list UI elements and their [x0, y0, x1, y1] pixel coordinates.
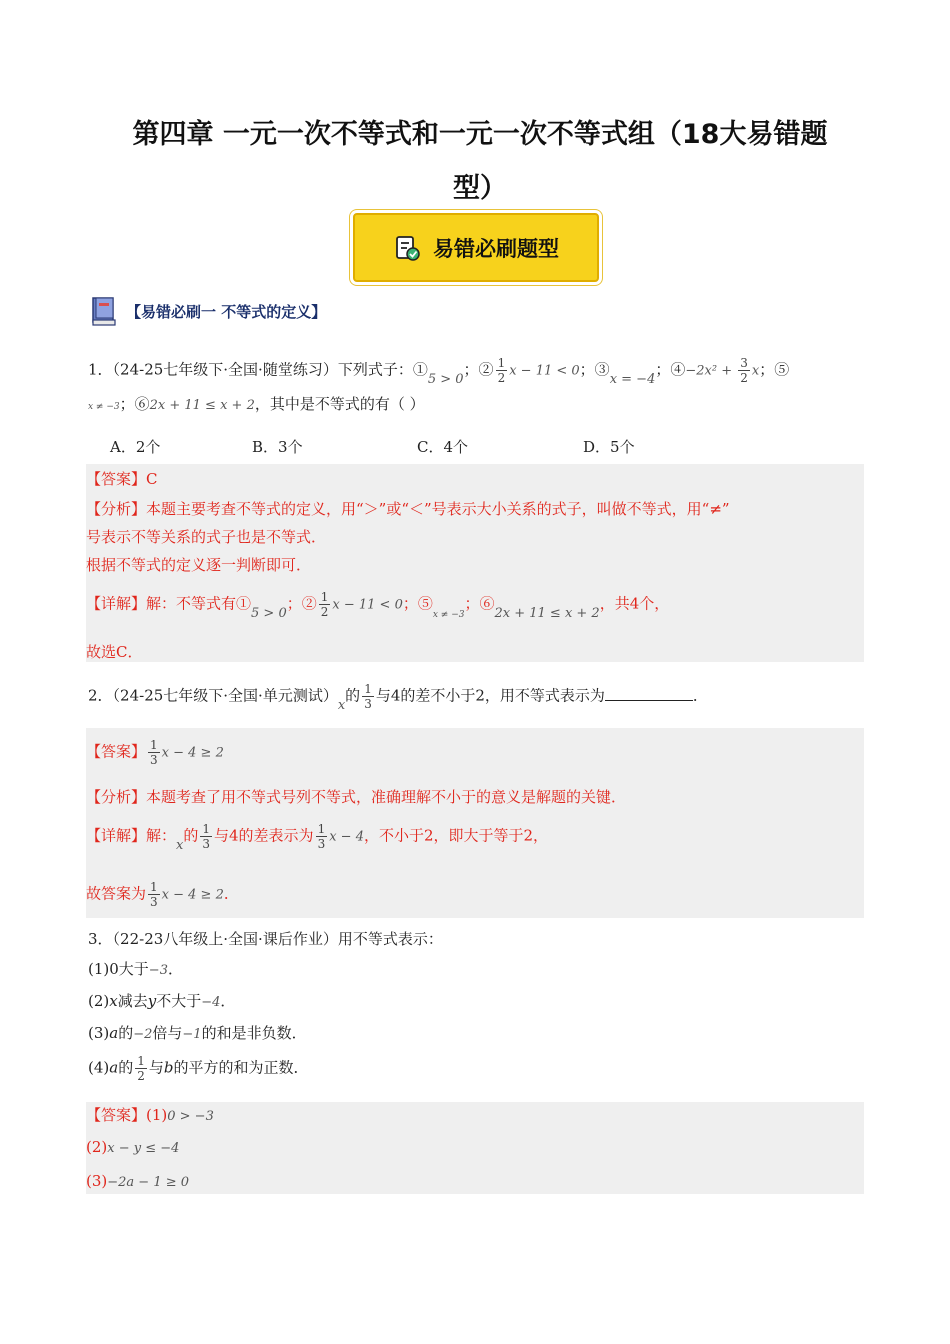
frac-den: 2: [137, 1069, 145, 1083]
var-x: x: [176, 837, 184, 853]
answer-box-3: [86, 1102, 864, 1194]
sub-text: 的: [118, 1058, 134, 1077]
book-icon: [88, 294, 120, 328]
frac-den: 3: [364, 697, 372, 711]
frac-den: 3: [150, 895, 158, 909]
expr-2: x − 11 < 0: [509, 363, 580, 379]
answer-line-2: [86, 1134, 179, 1162]
var-x: x: [337, 697, 346, 713]
detail-prefix: 【详解】解：不等式有①: [86, 594, 252, 613]
analysis-line-1: 【分析】本题主要考查不等式的定义，用“＞”或“＜”号表示大小关系的式子，叫做不等式，用“≠”: [86, 500, 730, 518]
frac-den: 2: [740, 371, 748, 385]
sub-end: ．: [167, 960, 183, 978]
fraction-half: [135, 1054, 147, 1083]
sub-text: 减去: [117, 992, 148, 1010]
circle-4: ；④: [655, 360, 686, 379]
frac-num: 3: [740, 356, 748, 370]
question-text: 与4的差不小于2，用不等式表示为: [375, 686, 605, 705]
detail-tail: ，不小于2，即大于等于2，: [363, 826, 549, 845]
detail-line: [86, 822, 548, 851]
circle-6: ；⑥: [119, 395, 150, 413]
detail-line: [86, 590, 669, 620]
analysis-line-2: 号表示不等关系的式子也是不等式．: [86, 528, 327, 546]
expr-5: x ≠ −3: [88, 402, 120, 412]
answer-line-3: [86, 1168, 189, 1196]
fraction-third: [148, 880, 160, 909]
question-end: ．: [692, 686, 708, 705]
answer-line-1: [86, 1102, 214, 1130]
detail-circle-6: ；⑥: [464, 594, 495, 613]
analysis-line-3: 根据不等式的定义逐一判断即可．: [86, 556, 312, 574]
question-number: 3．: [88, 930, 113, 948]
expr-6: 2x + 11 ≤ x + 2: [149, 398, 255, 413]
question-tail: ，其中是不等式的有（ ）: [254, 395, 425, 413]
analysis: 【分析】本题考查了用不等式号列不等式，准确理解不小于的意义是解题的关键．: [86, 788, 627, 806]
answer-expr-1: 0 > −3: [167, 1109, 214, 1124]
frac-num: 1: [320, 590, 329, 604]
detail-circle-2: ；②: [286, 594, 317, 613]
expr-4b: x: [751, 363, 760, 379]
question-3: [88, 926, 868, 1083]
answer-expr-2: x − y ≤ −4: [107, 1141, 180, 1156]
text-de: 的: [183, 826, 199, 845]
badge-label: 易错必刷题型: [433, 236, 559, 261]
page-title: [100, 108, 860, 216]
sub-label: (2): [88, 992, 110, 1010]
question-source: （24-25七年级下·全国·随堂练习）下列式子：: [112, 360, 413, 379]
question-number: 2．: [88, 686, 113, 705]
sub-label: (3): [88, 1024, 110, 1042]
question-source: （22-23八年级上·全国·课后作业）用不等式表示：: [112, 930, 443, 948]
fraction-third: [316, 822, 328, 851]
sub-expr: −2: [133, 1027, 153, 1042]
option-b[interactable]: B．3个: [252, 438, 303, 456]
question-1: [88, 356, 868, 420]
answer-label: (3): [86, 1172, 108, 1190]
detail-expr-5: x ≠ −3: [432, 609, 465, 620]
detail-mid: 与4的差表示为: [214, 826, 314, 845]
answer-box-2: [86, 728, 864, 918]
question-source: （24-25七年级下·全国·单元测试）: [112, 686, 338, 705]
fraction-half: [319, 590, 331, 619]
answer-expr-3: −2a − 1 ≥ 0: [107, 1175, 190, 1190]
section-label: 【易错必刷一 不等式的定义】: [126, 302, 327, 321]
expr-3: x = −4: [609, 371, 656, 387]
sub-end: ．: [220, 992, 236, 1010]
frac-den: 3: [150, 753, 158, 767]
expr-4: −2x² +: [685, 363, 737, 379]
sub-expr: −4: [201, 995, 221, 1010]
expr-1: 5 > 0: [427, 371, 464, 387]
sub-text: 与: [148, 1058, 164, 1077]
fraction-third: [148, 738, 160, 767]
frac-den: 3: [202, 837, 211, 851]
sub-text: 的: [118, 1024, 134, 1042]
frac-den: 2: [320, 605, 329, 619]
option-d[interactable]: D．5个: [583, 438, 635, 456]
frac-num: 1: [317, 822, 326, 836]
var-b: b: [163, 1058, 174, 1077]
answer-expr: x − 4 ≥ 2: [161, 745, 224, 761]
detail-circle-5: ；⑤: [402, 594, 433, 613]
answer-label: 【答案】: [86, 742, 147, 761]
question-number: 1．: [88, 360, 113, 379]
circle-3: ；③: [579, 360, 610, 379]
title-line-2: 型）: [453, 173, 507, 204]
sub-text: (1)0大于: [88, 960, 149, 978]
fraction-half: [496, 356, 508, 385]
text-de: 的: [345, 686, 361, 705]
answer: 【答案】C: [86, 470, 158, 488]
circle-1: ①: [412, 360, 428, 379]
frac-num: 1: [202, 822, 211, 836]
detail-expr: x − 4: [329, 829, 364, 845]
conclusion: 故选C．: [86, 643, 143, 661]
sub-text: 不大于: [156, 992, 202, 1010]
var-a: a: [109, 1024, 119, 1042]
conclusion-prefix: 故答案为: [86, 884, 147, 903]
sub-label: (4): [88, 1058, 110, 1077]
sub-question-4: [88, 1054, 868, 1083]
option-a[interactable]: A．2个: [110, 438, 161, 456]
frac-num: 1: [137, 1054, 145, 1068]
conclusion-line: [86, 880, 239, 909]
sub-text: 倍与: [152, 1024, 183, 1042]
answer-blank[interactable]: [605, 686, 693, 701]
sub-question-3: [88, 1020, 868, 1048]
detail-prefix: 【详解】解：: [86, 826, 177, 845]
answer-box-1: [86, 464, 864, 662]
frac-num: 1: [150, 880, 158, 894]
option-c[interactable]: C．4个: [417, 438, 469, 456]
detail-expr-2: x − 11 < 0: [332, 597, 403, 613]
var-x: x: [109, 992, 118, 1010]
detail-tail: ，共4个，: [599, 594, 670, 613]
question-2: [88, 682, 868, 711]
answer-line: [86, 738, 224, 767]
frac-num: 1: [364, 682, 372, 696]
sub-expr: −3: [148, 963, 168, 978]
var-y: y: [147, 992, 157, 1010]
detail-expr-6: 2x + 11 ≤ x + 2: [494, 605, 600, 621]
fraction-third: [362, 682, 374, 711]
checklist-icon: [393, 234, 421, 262]
topic-badge: [353, 213, 599, 282]
fraction-three-half: [738, 356, 750, 385]
fraction-third: [200, 822, 212, 851]
title-line-1: 第四章 一元一次不等式和一元一次不等式组（18大易错题: [132, 119, 828, 150]
conclusion-expr: x − 4 ≥ 2: [161, 887, 224, 903]
frac-den: 2: [497, 371, 506, 385]
sub-expr: −1: [182, 1027, 202, 1042]
sub-question-1: [88, 956, 868, 984]
answer-label: 【答案】(1): [86, 1106, 168, 1124]
circle-2: ；②: [463, 360, 494, 379]
frac-den: 3: [317, 837, 326, 851]
section-heading: [88, 294, 326, 328]
var-a: a: [109, 1058, 119, 1077]
circle-5: ；⑤: [759, 360, 790, 379]
sub-text: 的平方的和为正数．: [173, 1058, 309, 1077]
frac-num: 1: [497, 356, 506, 370]
frac-num: 1: [150, 738, 158, 752]
detail-expr-1: 5 > 0: [251, 605, 287, 621]
sub-text: 的和是非负数．: [201, 1024, 307, 1042]
answer-label: (2): [86, 1138, 108, 1156]
conclusion-end: ．: [223, 884, 239, 903]
sub-question-2: [88, 988, 868, 1016]
